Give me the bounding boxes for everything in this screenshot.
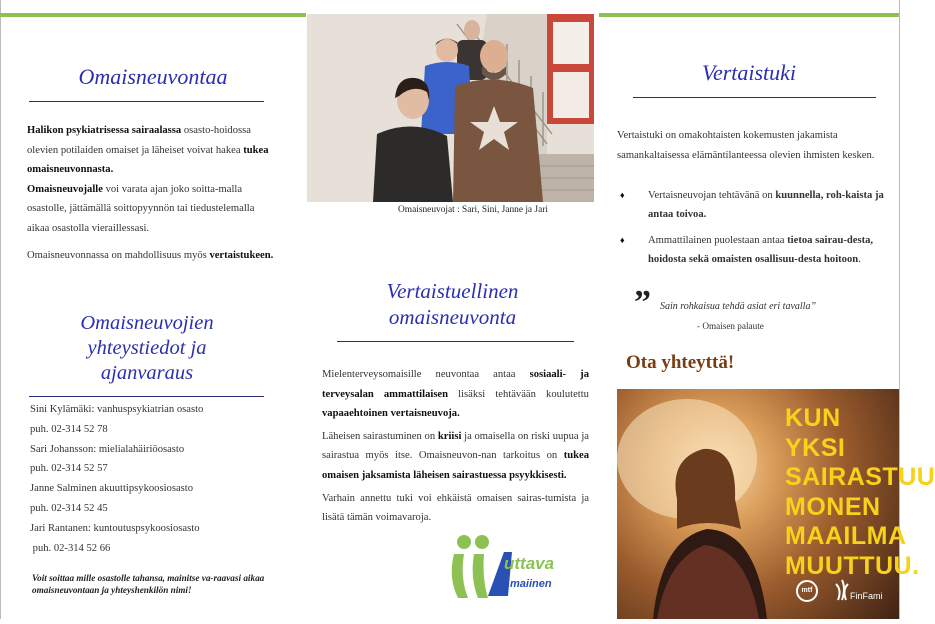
- right-heading-rule: [633, 97, 876, 98]
- vertaistuki-bullets: [620, 186, 895, 276]
- left-green-bar: [0, 13, 306, 17]
- finfami-mark-icon: [832, 578, 852, 602]
- contact-line: Sari Johansson: mielialahäiriöosasto: [30, 443, 185, 455]
- middle-p1-text-1: Mielenterveysomaisille neuvontaa antaa: [322, 369, 530, 380]
- contacts-heading-rule: [29, 396, 264, 397]
- vertaistuki-heading: Vertaistuki: [701, 60, 797, 85]
- omaisneuvontaa-heading: Omaisneuvontaa: [78, 64, 228, 89]
- auttava-omainen-logo: [446, 532, 586, 602]
- contact-phone: puh. 02-314 52 78: [30, 423, 108, 435]
- middle-paragraph-1: [322, 365, 589, 424]
- contact-list: [30, 400, 270, 558]
- feedback-quote: Sain rohkaisua tehdä asiat eri tavalla”: [660, 301, 817, 312]
- bullet2-bold: tietoa sairau-desta, hoidosta sekä omaisten osallisuu-desta hoitoon: [648, 234, 874, 266]
- omaisneuvontaa-heading-wrap: [0, 64, 306, 90]
- middle-p1-text-2: lisäksi tehtävään koulutettu: [448, 388, 589, 400]
- bullet1-bold: kuunnella, roh-kaista ja antaa toivoa.: [648, 190, 884, 221]
- contact-line: Sini Kylämäki: vanhuspsykiatrian osasto: [30, 404, 204, 415]
- quote-source: - Omaisen palaute: [697, 321, 764, 331]
- call-note: Voit soittaa mille osastolle tahansa, mainitse va-raavasi aikaa omaisneuvontaan ja yhteyshenkilön nimi!: [32, 573, 265, 595]
- left-p1-bold-1: Halikon psykiatrisessa sairaalassa: [27, 125, 182, 136]
- contact-phone: puh. 02-314 52 45: [30, 502, 108, 514]
- vertaistuellinen-heading: [306, 278, 599, 330]
- left-p3-text: Omaisneuvonnassa on mahdollisuus myös: [27, 249, 210, 261]
- finfami-label: FinFami: [850, 591, 883, 601]
- contacts-heading-line-2: yhteystiedot ja: [87, 337, 207, 359]
- logo-line-2: maiinen: [510, 578, 552, 590]
- middle-paragraph-3: Varhain annettu tuki voi ehkäistä omaisen sairas-tumista ja lisätä tämän voimavaroja.: [322, 492, 589, 524]
- bullet1-text: Vertaisneuvojan tehtävänä on: [648, 190, 776, 201]
- middle-p2-text-2: ja omaisella on riski uupua ja sairastua myös itse. Omaisneuvon-nan tarkoitus on: [322, 430, 589, 462]
- middle-p2-bold-1: kriisi: [437, 430, 462, 442]
- contact-heading: Ota yhteyttä!: [626, 352, 735, 373]
- contacts-heading-line-3: ajanvaraus: [100, 362, 194, 384]
- right-green-bar: [599, 13, 899, 17]
- poster-line-5: MUUTTUU.: [785, 551, 920, 580]
- middle-p2-text-1: Läheisen sairastuminen on: [322, 430, 438, 442]
- contact-line: Jari Rantanen: kuntoutuspsykoosiosasto: [30, 522, 200, 534]
- left-paragraph-2: [27, 180, 277, 239]
- bullet2-end: .: [858, 254, 861, 266]
- team-photo: [307, 14, 594, 202]
- bullet-item: [620, 186, 895, 225]
- poster-line-1: KUN YKSI: [785, 404, 846, 462]
- poster-line-3: MONEN: [785, 492, 881, 521]
- contact-phone: puh. 02-314 52 57: [30, 463, 108, 475]
- contact-line: Janne Salminen akuuttipsykoosiosasto: [30, 483, 194, 495]
- middle-heading-line-1: Vertaistuellinen: [386, 279, 519, 303]
- left-paragraph-1: [27, 121, 277, 180]
- middle-heading-rule: [337, 341, 574, 342]
- poster-line-2: SAIRASTUU: [785, 463, 935, 491]
- middle-body-text: [322, 365, 589, 528]
- bullet2-text: Ammattilainen puolestaan antaa: [648, 234, 788, 246]
- middle-p1-bold-2: vapaaehtoinen vertaisneuvoja.: [322, 408, 460, 420]
- left-intro-text: [27, 121, 277, 265]
- left-p3-bold: vertaistukeen.: [209, 249, 274, 261]
- bullet-item: [620, 231, 895, 270]
- left-p1-bold-2: tukea omaisneuvonnasta.: [27, 144, 269, 176]
- team-photo-illustration: [307, 14, 594, 202]
- middle-p2-bold-2: tukea omaisen jaksamista läheisen sairastuessa psyykkisesti.: [322, 450, 589, 481]
- left-heading-rule: [29, 101, 264, 102]
- left-p1-text: osasto-hoidossa olevien potilaiden omaiset ja läheiset voivat hakea: [27, 125, 251, 156]
- logo-line-1: uttava: [504, 554, 555, 573]
- poster-line-4: MAAILMA: [785, 522, 907, 550]
- left-paragraph-3: [27, 246, 277, 266]
- finfami-logo-icon: [832, 578, 852, 607]
- vertaistuki-heading-wrap: [599, 60, 899, 86]
- middle-paragraph-2: [322, 427, 589, 486]
- left-p2-text: voi varata ajan joko soitta-malla osastolle, jättämällä soittopyynnön tai tiedustelemalla aikaa osastolla vieraillessasi.: [27, 183, 255, 234]
- photo-caption: Omaisneuvojat : Sari, Sini, Janne ja Jari: [398, 205, 548, 215]
- left-p2-bold: Omaisneuvojalle: [27, 183, 103, 195]
- middle-p1-bold-1: sosiaali- ja terveysalan ammattilaisen: [322, 369, 590, 400]
- poster-slogan: [785, 404, 935, 581]
- contacts-heading: [0, 311, 294, 386]
- contact-phone: puh. 02-314 52 66: [30, 542, 111, 554]
- quote-mark: ”: [634, 284, 651, 321]
- vertaistuki-intro: Vertaistuki on omakohtaisten kokemusten jakamista samankaltaisessa elämäntilanteessa olevien ihmisten kesken.: [617, 130, 875, 161]
- contacts-heading-line-1: Omaisneuvojien: [80, 312, 214, 334]
- mtf-logo-icon: mtf: [796, 580, 818, 602]
- middle-heading-line-2: omaisneuvonta: [388, 305, 517, 329]
